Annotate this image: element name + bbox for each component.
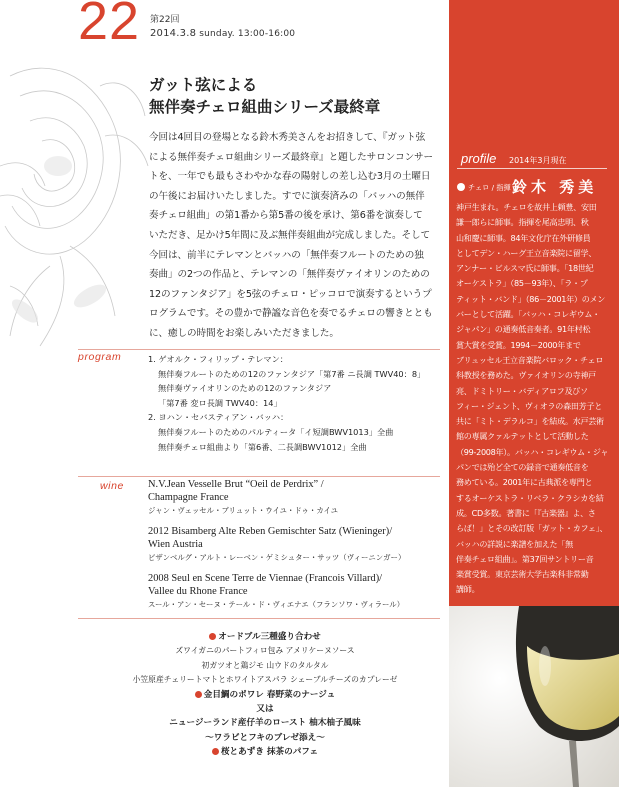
intro-text (149, 128, 432, 344)
menu-item (100, 688, 430, 702)
menu-item: 又は (256, 704, 274, 715)
bio-line: パンでは殆ど全ての録音で通奏低音を (456, 462, 589, 473)
menu-item-text: オードブル三種盛り合わせ (218, 632, 321, 642)
intro-line: ログラムです。その豊かで静謐な音色を奏でるチェロの響きととも (149, 308, 433, 320)
bio-line: 賞大賞を受賞。1994－2000年まで (456, 339, 581, 350)
wine-item (148, 572, 438, 612)
menu-item: 〜ワラビとフキのブレゼ添え〜 (205, 732, 325, 743)
wine-region: Vallee du Rhone France (148, 586, 248, 597)
bio-line: 科教授を務めた。ヴァイオリンの寺神戸 (456, 370, 596, 381)
bio-line: 成。CD多数。著書に「『古楽器』よ、さ (456, 507, 596, 518)
bio-line: 務めている。2001年に古典派を専門と (456, 477, 593, 488)
bio-line: 講師。 (456, 584, 480, 595)
intro-line: 12のファンタジア」を5弦のチェロ・ピッコロで演奏するというプ (149, 288, 432, 300)
program-line: 1. ゲオルク・フィリップ・テレマン： (148, 354, 288, 364)
wine-region: Wien Austria (148, 539, 203, 550)
bio-line: ジャパン」の通奏低音奏者。91年村松 (456, 324, 591, 335)
profile-divider (457, 168, 607, 169)
bio-line: 共に「ミト・デラルコ」を結成。水戸芸術 (456, 416, 604, 427)
bullet-dot-icon (195, 691, 202, 698)
bio-line: 謙一郎らに師事。指揮を尾高忠明、秋 (456, 217, 589, 228)
bio-line: ブリュッセル王立音楽院バロック・チェロ (456, 354, 604, 365)
wine-name-jp: ジャン・ヴェッセル・ブリュット・ウイユ・ドゥ・カイユ (148, 506, 338, 515)
wine-name: 2008 Seul en Scene Terre de Viennae (Francois Villard)/ (148, 573, 383, 584)
wine-divider (78, 476, 440, 477)
program-line: 無伴奏フルートのための12のファンタジア「第7番 ニ長調 TWV40：8」 (158, 368, 426, 379)
dinner-menu (100, 630, 430, 760)
wine-name: 2012 Bisamberg Alte Reben Gemischter Satz (Wieninger)/ (148, 526, 393, 537)
profile-role (457, 183, 511, 193)
concert-title-line1: ガット弦による (149, 76, 258, 94)
program-divider (78, 349, 440, 350)
menu-item: ズワイガニのパートフィロ包み アメリケーヌソース (175, 646, 355, 656)
bullet-dot-icon (212, 748, 219, 755)
wine-label: wine (100, 480, 124, 492)
event-kai: 第22回 (150, 15, 180, 25)
concert-title-line2: 無伴奏チェロ組曲シリーズ最終章 (149, 98, 381, 116)
wine-list (148, 478, 438, 619)
profile-heading: profile (461, 151, 497, 166)
peony-flower-illustration (0, 46, 150, 366)
wine-glass-photo (449, 606, 619, 787)
program-list (148, 352, 438, 454)
wine-name-jp: ビザンベルグ・アルト・レーベン・ゲミシュター・サッツ（ヴィーニンガー） (148, 553, 406, 562)
program-line: 2. ヨハン・セバスティアン・バッハ： (148, 412, 289, 423)
wine-item (148, 478, 438, 518)
program-line: 無伴奏ヴァイオリンのための12のファンタジア (158, 383, 332, 394)
program-line: 無伴奏チェロ組曲より「第6番、二長調BWV1012」全曲 (158, 441, 367, 452)
bio-line: 館の専属クァルテットとして活動した (456, 431, 589, 442)
event-date-value: 2014.3.8 (150, 28, 197, 39)
bio-line: （99-2008年）。バッハ・コレギウム・ジャ (456, 446, 609, 457)
bio-line: するオーケストラ・リベラ・クラシカを結 (456, 492, 604, 503)
intro-line: による無伴奏チェロ組曲シリーズ最終章』と題したサロンコンサー (149, 151, 434, 163)
menu-item: 初ガツオと鶏ジモ 山ウドのタルタル (201, 660, 329, 670)
intro-line: 今回は4回目の登場となる鈴木秀美さんをお招きして、『ガット弦 (149, 132, 426, 143)
intro-line: 奏チェロ組曲」の第1番から第5番の後を承け、第6番を演奏して (149, 210, 423, 222)
intro-line: いただき、足かけ5年間に及ぶ無伴奏組曲が完成しました。そして (149, 229, 430, 241)
intro-line: に、癒しの時間をお楽しみいただきました。 (149, 327, 339, 339)
menu-divider (78, 618, 440, 619)
bio-line: 伴奏チェロ組曲」。第37回サントリー音 (456, 553, 594, 564)
menu-item: ニュージーランド産仔羊のロースト 柚木柚子風味 (169, 718, 361, 729)
event-date (150, 28, 295, 39)
program-line: 無伴奏フルートのためのパルティータ「イ短調BWV1013」全曲 (158, 426, 394, 437)
menu-item-text: 桜とあずき 抹茶のパフェ (220, 747, 319, 758)
bio-line: オーケストラ」（85－93年）、「ラ・プ (456, 278, 588, 289)
bio-line: バーとして活躍。「バッハ・コレギウム・ (456, 309, 600, 320)
menu-item-text: 金目鯛のポワレ 春野菜のナージュ (203, 689, 336, 700)
bio-line: 楽賞受賞。東京芸術大学古楽科非常勤 (456, 569, 589, 580)
wine-name: N.V.Jean Vesselle Brut “Oeil de Perdrix” / (148, 479, 324, 490)
menu-item (100, 745, 430, 759)
bio-line: アンナー・ビルスマ氏に師事。「18世紀 (456, 263, 594, 274)
bio-line: ティット・バンド」（86－2001年）のメン (456, 293, 606, 304)
wine-name-jp: スール・アン・セーヌ・テール・ド・ヴィエナエ（フランソワ・ヴィラール） (148, 600, 405, 609)
wine-region: Champagne France (148, 492, 229, 503)
bullet-dot-icon (209, 633, 216, 640)
event-number: 22 (78, 0, 141, 51)
menu-item (100, 630, 430, 644)
bio-line: 山和慶に師事。84年文化庁在外研修員 (456, 232, 591, 243)
bio-line: フィー・ジェント、ヴィオラの森田芳子と (456, 400, 603, 411)
event-day-time: sunday. 13:00-16:00 (199, 29, 296, 39)
profile-role-text: チェロ / 指揮 (468, 183, 511, 192)
intro-line: トを、一年でも最もさわやかな春の陽射しの差し込む3月の土曜日 (149, 171, 431, 183)
program-line: 「第7番 変ロ長調 TWV40：14」 (158, 397, 282, 408)
menu-item: 小笠原産チェリートマトとホワイトアスパラ シェーブルチーズのカプレーゼ (132, 675, 398, 685)
profile-name: 鈴木 秀美 (512, 178, 598, 196)
concert-title (149, 74, 380, 118)
bio-line: 神戸生まれ。チェロを故井上頼豊、安田 (456, 202, 597, 212)
bio-line: としてデン・ハーグ王立音楽院に留学、 (456, 247, 597, 258)
program-label: program (78, 351, 122, 363)
intro-line: 奏曲」の2つの作品と、テレマンの「無伴奏ヴァイオリンのための (149, 269, 430, 281)
profile-bio (456, 200, 614, 598)
profile-date: 2014年3月現在 (509, 156, 567, 165)
bio-line: 亮、ドミトリー・バディアロフ及びソ (456, 385, 588, 396)
intro-line: 今回は、前半にテレマンとバッハの「無伴奏フルートのための独 (149, 249, 424, 261)
bullet-dot-icon (457, 183, 465, 191)
intro-line: の午後にお届けいたしました。すでに演奏済みの「バッハの無伴 (149, 190, 425, 202)
bio-line: バッハの詳説に楽譜を加えた「無 (456, 538, 573, 549)
wine-item (148, 525, 438, 565)
bio-line: らば！」とその改訂版「ガット・カフェ」、 (456, 523, 608, 534)
